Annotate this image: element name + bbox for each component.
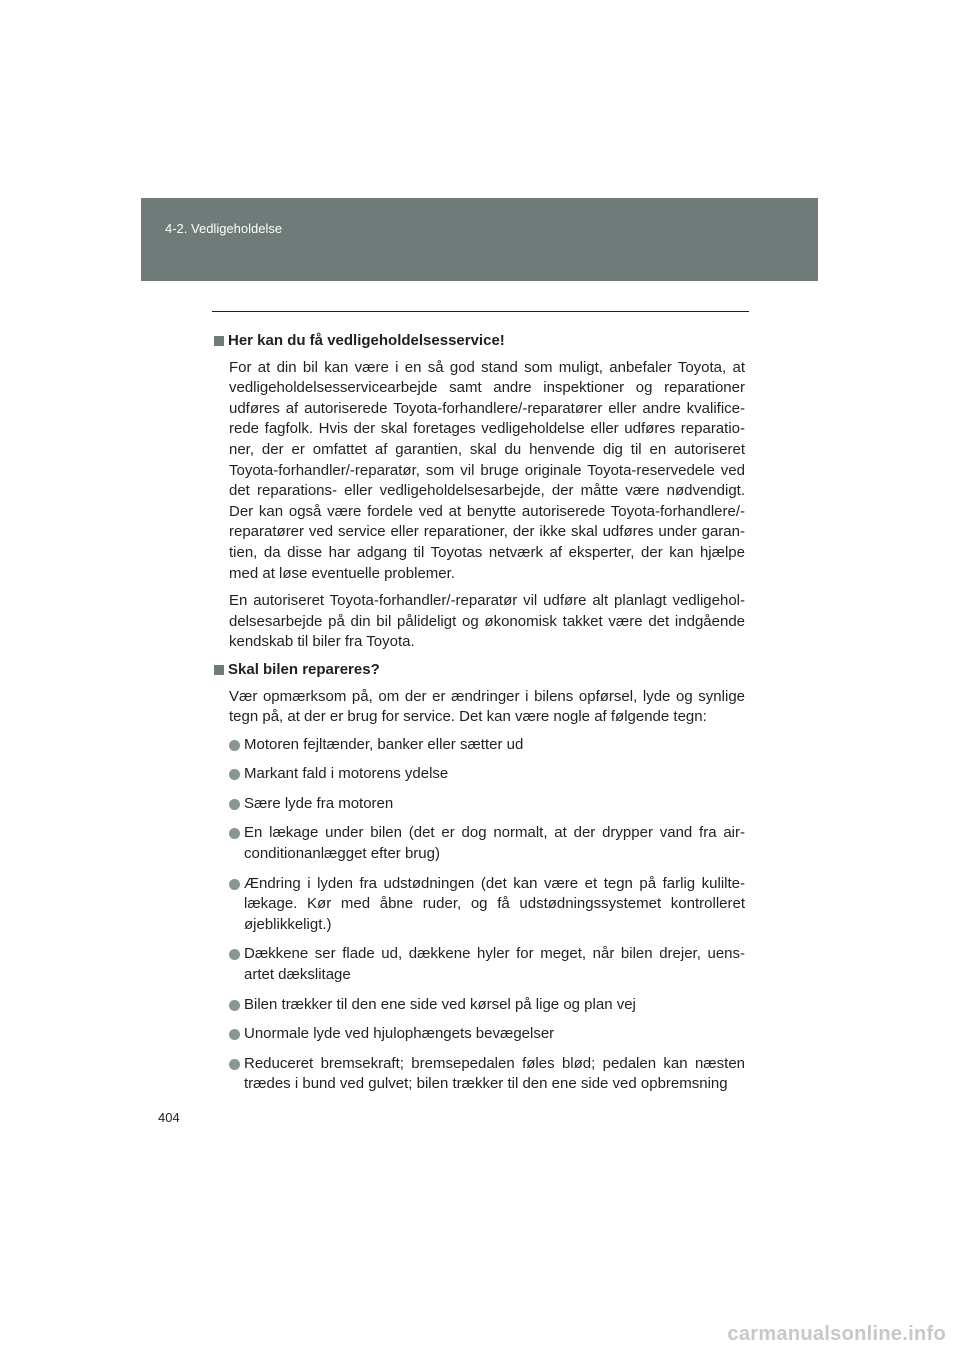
paragraph: For at din bil kan være i en så god stand som muligt, anbefaler Toyota, at vedligeholdelsesservicearbejde samt andre inspektioner og reparationer udføres af autoriserede Toyota-forhandlere/-reparatører eller andre kvalifice- rede fagfolk. Hvis der skal foretages vedligeholdelse eller udføres reparatio- ner, der er omfattet af garantien, skal du henvende dig til en autoriseret Toyota-forhandler/-reparatør, som vil bruge originale Toyota-reservedele ved det reparations- eller vedligeholdelsesarbejde, der måtte være nødvendigt. Der kan også være fordele ved at benytte autoriserede Toyota-forhandlere/- reparatører ved service eller reparationer, der ikke skal udføres under garan- tien, da disse har adgang til Toyotas netværk af eksperter, der kan hjælpe med at løse eventuelle problemer.: [229, 358, 745, 582]
list-item: [229, 874, 745, 936]
list-item-text: Ændring i lyden fra udstødningen (det kan være et tegn på farlig kulilte- lækage. Kør med åbne ruder, og få udstødningssystemet kontrolleret øjeblikkeligt.): [244, 874, 745, 933]
circle-bullet-icon: [229, 949, 240, 960]
list-item-text: Motoren fejltænder, banker eller sætter ud: [244, 735, 524, 753]
circle-bullet-icon: [229, 740, 240, 751]
square-bullet-icon: [214, 336, 224, 346]
top-divider: [212, 311, 749, 312]
circle-bullet-icon: [229, 799, 240, 810]
heading-text: Skal bilen repareres?: [228, 660, 380, 678]
circle-bullet-icon: [229, 769, 240, 780]
list-item-text: Markant fald i motorens ydelse: [244, 765, 449, 783]
list-item: [229, 764, 745, 785]
list-item: [229, 1054, 745, 1095]
section-heading: [212, 331, 745, 352]
list-item: [229, 995, 745, 1016]
square-bullet-icon: [214, 665, 224, 675]
list-item: [229, 794, 745, 815]
watermark: carmanualsonline.info: [727, 1323, 946, 1345]
list-item-text: En lækage under bilen (det er dog normalt, at der drypper vand fra air- conditionanlægget efter brug): [244, 824, 745, 863]
list-item-text: Reduceret bremsekraft; bremsepedalen føles blød; pedalen kan næsten trædes i bund ved gulvet; bilen trækker til den ene side ved opbremsning: [244, 1054, 745, 1093]
circle-bullet-icon: [229, 1029, 240, 1040]
list-item: [229, 1024, 745, 1045]
section-heading: [212, 660, 745, 681]
circle-bullet-icon: [229, 1000, 240, 1011]
list-item-text: Dækkene ser flade ud, dækkene hyler for meget, når bilen drejer, uens- artet dækslitage: [244, 945, 745, 984]
paragraph: En autoriseret Toyota-forhandler/-reparatør vil udføre alt planlagt vedligehol- delsesarbejde på din bil pålideligt og økonomisk takket være det indgående kendskab til biler fra Toyota.: [229, 592, 745, 651]
list-item-text: Unormale lyde ved hjulophængets bevægelser: [244, 1025, 555, 1043]
circle-bullet-icon: [229, 879, 240, 890]
heading-text: Her kan du få vedligeholdelsesservice!: [228, 332, 505, 349]
page-content: [212, 331, 745, 1104]
page-number: 404: [158, 1110, 180, 1125]
circle-bullet-icon: [229, 828, 240, 839]
list-item-text: Bilen trækker til den ene side ved kørsel på lige og plan vej: [244, 995, 636, 1013]
circle-bullet-icon: [229, 1059, 240, 1070]
section-label: 4-2. Vedligeholdelse: [165, 221, 283, 236]
list-item: [229, 823, 745, 864]
list-item-text: Sære lyde fra motoren: [244, 794, 394, 812]
chapter-header-band: [141, 198, 818, 281]
list-item: [229, 944, 745, 985]
paragraph: Vær opmærksom på, om der er ændringer i bilens opførsel, lyde og synlige tegn på, at der er brug for service. Det kan være nogle af følgende tegn:: [229, 687, 745, 726]
list-item: [229, 735, 745, 756]
